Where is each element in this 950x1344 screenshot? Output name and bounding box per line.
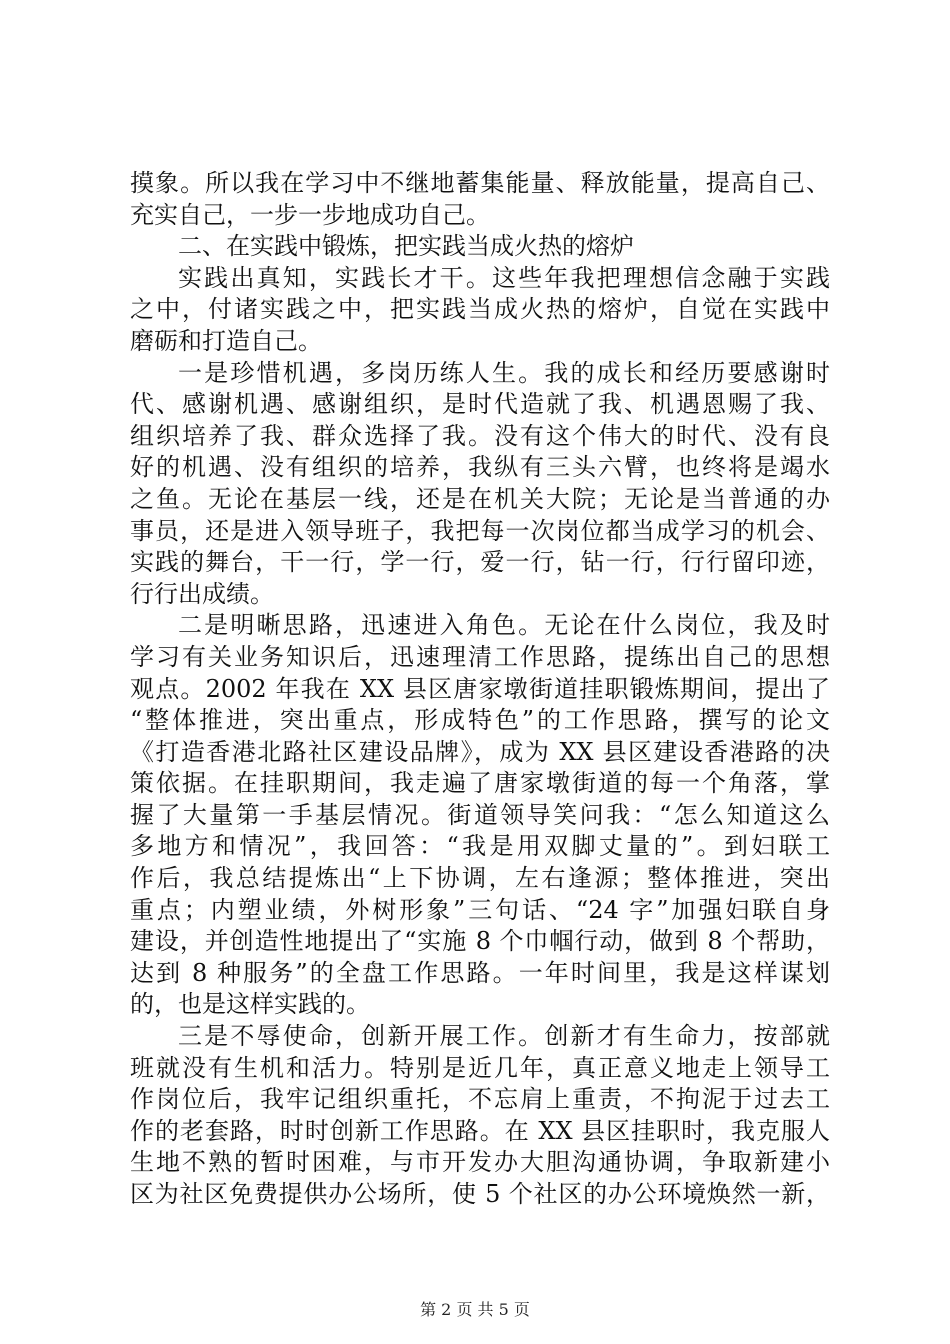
paragraph-line: 之鱼。无论在基层一线，还是在机关大院；无论是当普通的办 xyxy=(130,484,830,513)
paragraph-line: 建设，并创造性地提出了“实施 8 个巾帼行动，做到 8 个帮助， xyxy=(130,927,830,956)
paragraph-line: 二是明晰思路，迅速进入角色。无论在什么岗位，我及时 xyxy=(178,611,830,640)
paragraph xyxy=(130,168,830,231)
paragraph-line: “整体推进，突出重点，形成特色”的工作思路，撰写的论文 xyxy=(130,706,830,735)
paragraph xyxy=(130,1021,830,1211)
paragraph-line: 实践的舞台，干一行，学一行，爱一行，钻一行，行行留印迹， xyxy=(130,548,830,577)
paragraph xyxy=(130,263,830,358)
paragraph xyxy=(130,358,830,611)
paragraph-line: 观点。2002 年我在 XX 县区唐家墩街道挂职锻炼期间，提出了 xyxy=(130,674,830,703)
paragraph-line: 多地方和情况”，我回答：“我是用双脚丈量的”。到妇联工 xyxy=(130,832,830,861)
paragraph-line: 三是不辱使命，创新开展工作。创新才有生命力，按部就 xyxy=(178,1022,830,1051)
paragraph-line: 达到 8 种服务”的全盘工作思路。一年时间里，我是这样谋划 xyxy=(130,958,830,987)
paragraph-line: 实践出真知，实践长才干。这些年我把理想信念融于实践 xyxy=(178,263,830,292)
body-text xyxy=(130,168,830,1211)
paragraph-line: 好的机遇、没有组织的培养，我纵有三头六臂，也终将是竭水 xyxy=(130,453,830,482)
paragraph-line: 握了大量第一手基层情况。街道领导笑问我：“怎么知道这么 xyxy=(130,800,830,829)
paragraph-line: 《打造香港北路社区建设品牌》，成为 XX 县区建设香港路的决 xyxy=(130,737,830,766)
paragraph-line: 摸象。所以我在学习中不继地蓄集能量、释放能量，提高自己、 xyxy=(130,169,830,197)
paragraph-line: 充实自己，一步一步地成功自己。 xyxy=(130,200,490,229)
paragraph-line: 重点；内塑业绩，外树形象”三句话、“24 字”加强妇联自身 xyxy=(130,895,830,924)
paragraph-line: 行行出成绩。 xyxy=(130,579,274,608)
paragraph-line: 之中，付诸实践之中，把实践当成火热的熔炉，自觉在实践中 xyxy=(130,295,830,324)
paragraph-line: 事员，还是进入领导班子，我把每一次岗位都当成学习的机会、 xyxy=(130,516,830,545)
paragraph-line: 生地不熟的暂时困难，与市开发办大胆沟通协调，争取新建小 xyxy=(130,1148,830,1177)
paragraph-line: 二、在实践中锻炼，把实践当成火热的熔炉 xyxy=(178,232,634,261)
paragraph-line: 作后，我总结提炼出“上下协调，左右逢源；整体推进，突出 xyxy=(130,864,830,893)
paragraph-line: 的，也是这样实践的。 xyxy=(130,990,370,1019)
paragraph-line: 学习有关业务知识后，迅速理清工作思路，提练出自己的思想 xyxy=(130,642,830,671)
paragraph-line: 区为社区免费提供办公场所，使 5 个社区的办公环境焕然一新， xyxy=(130,1180,830,1208)
page-footer xyxy=(0,1297,950,1320)
paragraph-line: 作的老套路，时时创新工作思路。在 XX 县区挂职时，我克服人 xyxy=(130,1116,830,1145)
paragraph xyxy=(130,231,830,263)
paragraph-line: 策依据。在挂职期间，我走遍了唐家墩街道的每一个角落，掌 xyxy=(130,769,830,798)
paragraph-line: 磨砺和打造自己。 xyxy=(130,326,322,355)
paragraph xyxy=(130,610,830,1021)
paragraph-line: 代、感谢机遇、感谢组织，是时代造就了我、机遇恩赐了我、 xyxy=(130,390,830,419)
paragraph-line: 组织培养了我、群众选择了我。没有这个伟大的时代、没有良 xyxy=(130,421,830,450)
page-number-label: 第 2 页 共 5 页 xyxy=(420,1300,530,1319)
paragraph-line: 一是珍惜机遇，多岗历练人生。我的成长和经历要感谢时 xyxy=(178,358,830,387)
paragraph-line: 作岗位后，我牢记组织重托，不忘肩上重责，不拘泥于过去工 xyxy=(130,1085,830,1114)
paragraph-line: 班就没有生机和活力。特别是近几年，真正意义地走上领导工 xyxy=(130,1053,830,1082)
